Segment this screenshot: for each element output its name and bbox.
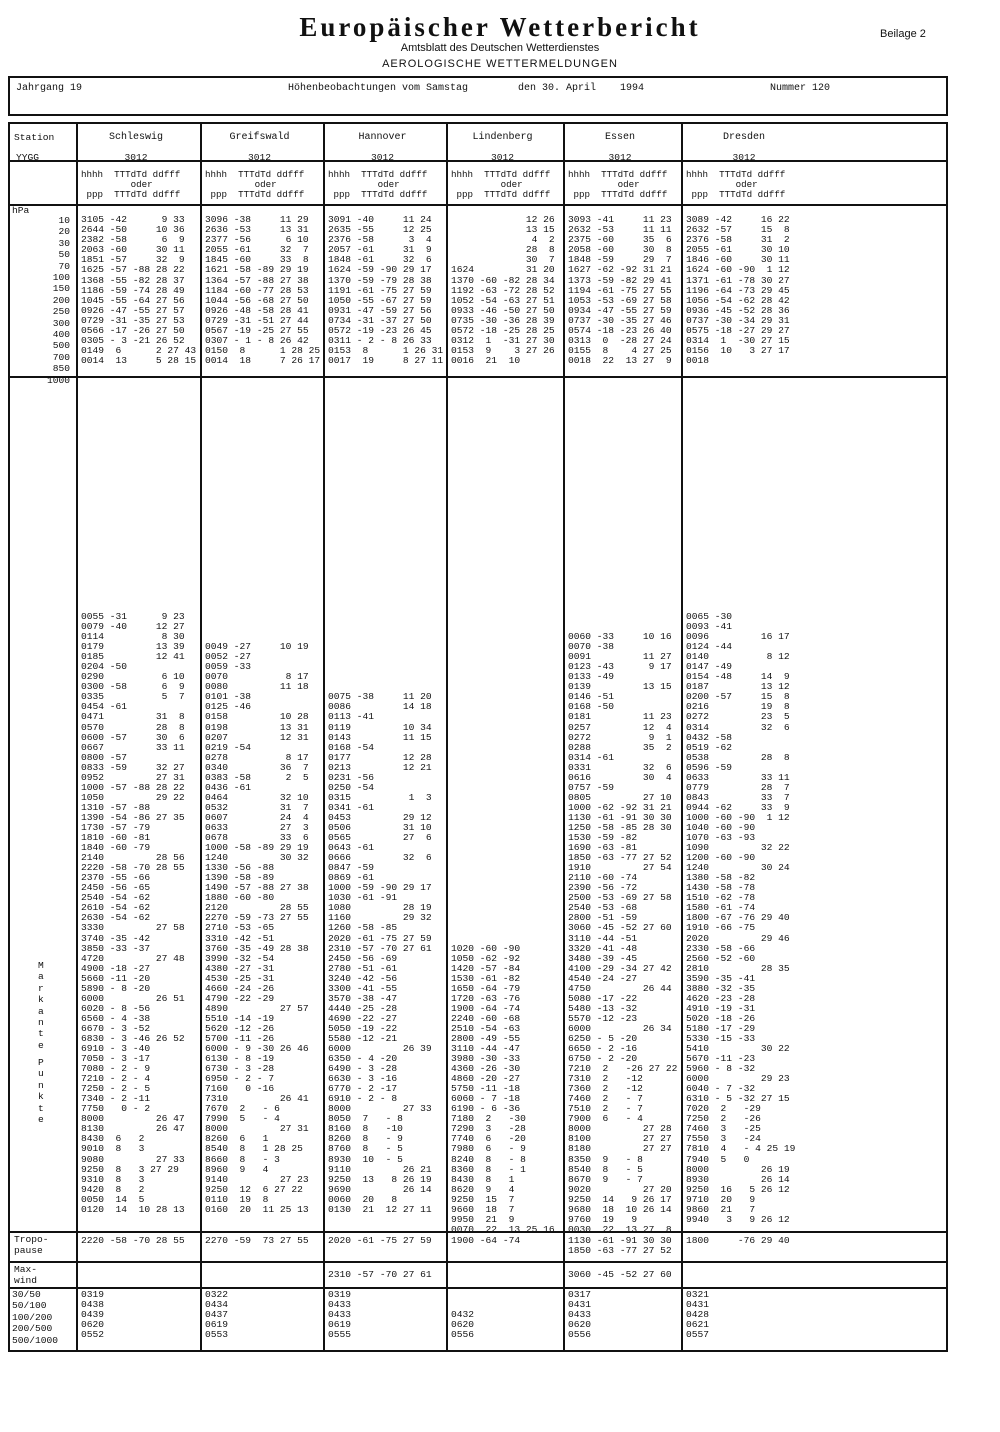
significant-points: 0075 -38 11 20 0086 14 18 0113 -41 0119 10 34 0143 11 15 0168 -54 0177 12 28 0213 12 21 0231 -56 0250 -54 0315 1 3 0341 -61 0453 29 12 0506 31 10 0565 27 6 0643 -61 0666 32 6 0847 -59 0869 -61 1000 -59 -90 29 17 1030 -61 -91 1080 28 19 1160 29 32 1260 -58 -85 2020 -61 -75 27 59 2310 -57 -70 27 61 2450 -56 -69 2780 -51 -61 3240 -42 -56 3300 -41 -55 3570 -38 -47 4440 -25 -28 4690 -22 -27 5050 -19 -22 5580 -12 -21 6000 26 39 6350 - 4 -20 6490 - 3 -28 6630 - 3 -16 6770 - 2 -17 6910 - 2 - 8 8000 27 33 8050 7 - 8 8160 8 -10 8260 8 - 9 8760 8 - 5 8930 10 - 5 9110 26 21 9250 13 8 26 19 9690 26 14 0060 20 8 0130 21 12 27 11 xyxy=(328,691,432,1215)
tropopause-values: 2020 -61 -75 27 59 xyxy=(328,1235,432,1246)
station-yygg: 3012 xyxy=(732,152,756,163)
station-name: Schleswig xyxy=(108,132,163,143)
tropopause-values: 1800 -76 29 40 xyxy=(686,1235,790,1246)
standard-levels: 3105 -42 9 33 2644 -50 10 36 2382 -58 6 9 2063 -60 30 11 1851 -57 32 9 1625 -57 -88 28 22 1368 -55 -82 28 37 1186 -59 -74 28 49 1045 -55 -64 27 56 0926 -47 -55 27 57 0729 -31 -35 27 53 0566 -17 -26 27 50 0305 - 3 -21 26 52 0149 6 2 27 43 0014 13 5 28 15 xyxy=(81,214,197,367)
standard-levels: 3093 -41 11 23 2632 -53 11 11 2375 -60 35 6 2058 -60 30 8 1848 -59 29 7 1627 -62 -92 31 21 1373 -59 -82 29 41 1194 -61 -75 27 55 1053 -53 -69 27 58 0934 -47 -55 27 59 0737 -30 -35 27 46 0574 -18 -23 26 40 0313 0 -28 27 24 0155 8 4 27 25 0018 22 13 27 9 xyxy=(568,214,672,367)
page-title: Europäischer Wetterbericht xyxy=(299,12,701,42)
column-header: hhhh TTTdTd ddfff oder ppp TTTdTd ddfff xyxy=(328,169,428,200)
station-name: Essen xyxy=(604,132,635,143)
column-header: hhhh TTTdTd ddfff oder ppp TTTdTd ddfff xyxy=(686,169,786,200)
standard-levels: 3096 -38 11 29 2636 -53 13 31 2377 -56 6 10 2055 -61 32 7 1845 -60 33 8 1621 -58 -89 29 19 1364 -57 -88 27 38 1184 -60 -77 28 53 1044 -56 -68 27 50 0926 -48 -58 28 41 0729 -31 -51 27 44 0567 -19 -25 27 55 0307 - 1 - 8 26 42 0150 8 1 28 25 0014 18 7 26 17 xyxy=(205,214,321,367)
yygg-label: YYGG xyxy=(16,152,40,163)
jahrgang: Jahrgang 19 xyxy=(16,83,83,94)
column-header: hhhh TTTdTd ddfff oder ppp TTTdTd ddfff xyxy=(451,169,551,200)
wind-values: 0319 0433 0433 0619 0555 xyxy=(328,1289,352,1340)
station-label: Station xyxy=(14,132,55,143)
wind-values: 0317 0431 0433 0620 0556 xyxy=(568,1289,592,1340)
tropopause-values: 2220 -58 -70 28 55 xyxy=(81,1235,185,1246)
station-name: Greifswald xyxy=(229,132,290,143)
wind-levels: 30/50 50/100 100/200 200/500 500/1000 xyxy=(12,1289,59,1346)
section-title: AEROLOGISCHE WETTERMELDUNGEN xyxy=(382,58,618,70)
observation-label: Höhenbeobachtungen vom Samstag xyxy=(288,83,469,94)
significant-points: 0049 -27 10 19 0052 -27 0059 -33 0070 8 17 0080 11 18 0101 -38 0125 -46 0158 10 28 0198 13 31 0207 12 31 0219 -54 0278 8 17 0340 36 7 0383 -58 2 5 0436 -61 0464 32 10 0532 31 7 0607 24 4 0633 27 3 0678 33 6 1000 -58 -89 29 19 1240 30 32 1330 -56 -88 1390 -58 -89 1490 -57 -88 27 38 1880 -60 -80 2120 28 55 2270 -59 -73 27 55 2710 -53 -65 3310 -42 -51 3760 -35 -49 28 38 3990 -32 -54 4380 -27 -31 4530 -25 -31 4660 -24 -26 4790 -22 -29 4890 27 57 5510 -14 -19 5620 -12 -26 5700 -11 -26 6000 - 9 -30 26 46 6130 - 8 -19 6730 - 3 -28 6950 - 2 - 7 7160 0 -16 7310 26 41 7670 2 - 6 7990 5 - 4 8000 27 31 8260 6 1 8540 8 1 28 25 8660 8 - 3 8960 9 4 9140 27 23 9250 12 6 27 22 0110 19 8 0160 20 11 25 13 xyxy=(205,641,309,1215)
pressure-levels: 10 20 30 50 70 100 150 200 250 300 400 500 700 850 1000 xyxy=(46,215,70,386)
wind-values: 0432 0620 0556 xyxy=(451,1309,475,1340)
station-yygg: 3012 xyxy=(247,152,272,163)
tropopause-values: 1130 -61 -91 30 30 1850 -63 -77 27 52 xyxy=(568,1235,672,1256)
tropopause-values: 1900 -64 -74 xyxy=(451,1235,521,1246)
issue-number: Nummer 120 xyxy=(770,83,831,94)
tropopause-values: 2270 -59 73 27 55 xyxy=(205,1235,309,1246)
significant-points: 0065 -30 0093 -41 0096 16 17 0124 -44 0140 8 12 0147 -49 0154 -48 14 9 0187 13 12 0200 -57 15 8 0216 19 8 0272 23 5 0314 32 6 0432 -58 0519 -62 0538 28 8 0596 -59 0633 33 11 0779 28 7 0843 33 7 0944 -62 33 9 1000 -60 -90 1 12 1040 -60 -90 1070 -63 -93 1090 32 22 1200 -60 -90 1240 30 24 1380 -58 -82 1430 -58 -78 1510 -62 -78 1580 -61 -74 1800 -67 -76 29 40 1910 -66 -75 2020 29 46 2330 -58 -66 2560 -52 -60 2810 28 35 3590 -35 -41 3880 -32 -35 4620 -23 -28 4910 -19 -31 5020 -18 -26 5180 -17 -29 5330 -15 -33 5410 30 22 5670 -11 -23 5960 - 8 -32 6000 29 23 6040 - 7 -32 6310 - 5 -32 27 15 7020 2 -29 7250 2 -26 7460 3 -25 7550 3 -24 7810 4 - 4 25 19 7940 5 0 8000 26 19 8930 26 14 9250 16 5 26 12 9710 20 9 9860 21 7 9940 3 9 26 12 xyxy=(686,611,796,1225)
tropopause-label: Tropo- pause xyxy=(14,1234,49,1257)
standard-levels: 3089 -42 16 22 2632 -57 15 8 2376 -58 31 2 2055 -61 30 10 1846 -60 30 11 1624 -60 -90 1 12 1371 -61 -78 30 27 1196 -64 -73 29 45 1056 -54 -62 28 42 0936 -45 -52 28 36 0737 -30 -34 29 31 0575 -18 -27 29 27 0314 1 -30 27 15 0156 10 3 27 17 0018 xyxy=(686,214,790,367)
page-subtitle: Amtsblatt des Deutschen Wetterdienstes xyxy=(400,42,600,54)
station-yygg: 3012 xyxy=(608,152,632,163)
station-name: Dresden xyxy=(722,132,765,143)
wind-values: 0321 0431 0428 0621 0557 xyxy=(686,1289,710,1340)
standard-levels: 3091 -40 11 24 2635 -55 12 25 2376 -58 3 4 2057 -61 31 9 1848 -61 32 6 1624 -59 -90 29 17 1370 -59 -79 28 38 1191 -61 -75 27 59 1050 -55 -67 27 59 0931 -47 -59 27 56 0734 -31 -37 27 50 0572 -19 -23 26 45 0311 - 2 - 8 26 33 0153 8 1 26 31 0017 19 8 27 11 xyxy=(328,214,444,367)
maxwind-label: Max- wind xyxy=(14,1264,38,1287)
station-name: Hannover xyxy=(358,132,407,143)
standard-levels: 12 26 13 15 4 2 28 8 30 7 1624 31 20 1370 -60 -82 28 34 1192 -63 -72 28 52 1052 -54 -63 27 51 0933 -46 -50 27 50 0735 -30 -36 28 39 0572 -18 -25 28 25 0312 1 -31 27 30 0153 9 3 27 26 0016 21 10 xyxy=(451,214,555,367)
maxwind-values: 2310 -57 -70 27 61 xyxy=(328,1269,432,1280)
column-header: hhhh TTTdTd ddfff oder ppp TTTdTd ddfff xyxy=(568,169,668,200)
wind-values: 0319 0438 0439 0620 0552 xyxy=(81,1289,105,1340)
year: 1994 xyxy=(620,83,645,94)
beilage-label: Beilage 2 xyxy=(880,28,926,40)
markante-label: M a r k a n t e xyxy=(38,960,44,1051)
punkte-label: P u n k t e xyxy=(38,1057,44,1126)
station-yygg: 3012 xyxy=(370,152,395,163)
station-name: Lindenberg xyxy=(472,132,533,143)
station-yygg: 3012 xyxy=(124,152,148,163)
station-yygg: 3012 xyxy=(490,152,515,163)
wind-values: 0322 0434 0437 0619 0553 xyxy=(205,1289,229,1340)
data-table xyxy=(8,122,948,1352)
column-header: hhhh TTTdTd ddfff oder ppp TTTdTd ddfff xyxy=(81,169,181,200)
maxwind-values: 3060 -45 -52 27 60 xyxy=(568,1269,672,1280)
significant-points: 0060 -33 10 16 0070 -38 0091 11 27 0123 -43 9 17 0133 -49 0139 13 15 0146 -51 0168 -50 0181 11 23 0257 12 4 0272 9 1 0288 35 2 0314 -61 0331 32 6 0616 30 4 0757 -59 0805 27 10 1000 -62 -92 31 21 1130 -61 -91 30 30 1250 -58 -85 28 30 1530 -59 -82 1690 -63 -81 1850 -63 -77 27 52 1910 27 54 2110 -60 -74 2390 -56 -72 2500 -53 -69 27 58 2540 -53 -68 2800 -51 -59 3060 -45 -52 27 60 3110 -44 -51 3320 -41 -48 3480 -39 -45 4100 -29 -34 27 42 4540 -24 -27 4750 26 44 5080 -17 -22 5480 -13 -32 5570 -12 -23 6000 26 34 6250 - 5 -20 6650 - 2 -16 6750 - 2 -20 7210 2 -26 27 22 7310 2 -12 7360 2 -12 7460 2 - 7 7510 2 - 7 7900 6 - 4 8000 27 28 8100 27 27 8180 27 27 8350 9 - 8 8540 8 - 5 8670 9 - 7 9020 27 20 9250 14 9 26 17 9680 18 10 26 14 9760 19 9 0030 22 13 27 8 xyxy=(568,631,678,1235)
significant-points: 0055 -31 9 23 0079 -40 12 27 0114 8 30 0179 13 39 0185 12 41 0204 -50 0290 6 10 0300 -58 6 9 0335 5 7 0454 -61 0471 31 8 0570 28 8 0600 -57 30 6 0667 33 11 0800 -57 0833 -59 32 27 0952 27 31 1000 -57 -88 28 22 1050 29 22 1310 -57 -88 1390 -54 -86 27 35 1730 -57 -79 1810 -60 -81 1840 -60 -79 2140 28 56 2220 -58 -70 28 55 2370 -55 -66 2450 -56 -65 2540 -54 -62 2610 -54 -62 2630 -54 -62 3330 27 58 3740 -35 -42 3850 -33 -37 4720 27 48 4900 -18 -27 5660 -11 -20 5890 - 8 -20 6000 26 51 6020 - 8 -56 6560 - 4 -38 6670 - 3 -52 6830 - 3 -46 26 52 6910 - 3 -40 7050 - 3 -17 7080 - 2 - 9 7210 - 2 - 4 7250 - 2 - 5 7340 - 2 -11 7750 0 - 2 8000 26 47 8130 26 47 8430 6 2 9010 8 3 9080 27 33 9250 8 3 27 29 9310 8 3 9420 8 2 0050 14 5 0120 14 10 28 13 xyxy=(81,611,185,1215)
date: den 30. April xyxy=(518,83,597,94)
significant-points: 1020 -60 -90 1050 -62 -92 1420 -57 -84 1530 -61 -82 1650 -64 -79 1720 -63 -76 1900 -64 -74 2240 -60 -68 2510 -54 -63 2800 -49 -55 3110 -44 -47 3980 -30 -33 4360 -26 -30 4860 -20 -27 5750 -11 -18 6060 - 7 -18 6190 - 6 -36 7180 2 -30 7290 3 -28 7740 6 -20 7980 6 - 9 8240 8 - 8 8360 8 - 1 8430 8 1 8620 9 4 9250 15 7 9660 18 7 9950 21 9 0070 22 13 25 16 xyxy=(451,942,555,1235)
hpa-label: hPa xyxy=(12,205,30,216)
column-header: hhhh TTTdTd ddfff oder ppp TTTdTd ddfff xyxy=(205,169,305,200)
info-bar xyxy=(8,76,948,116)
